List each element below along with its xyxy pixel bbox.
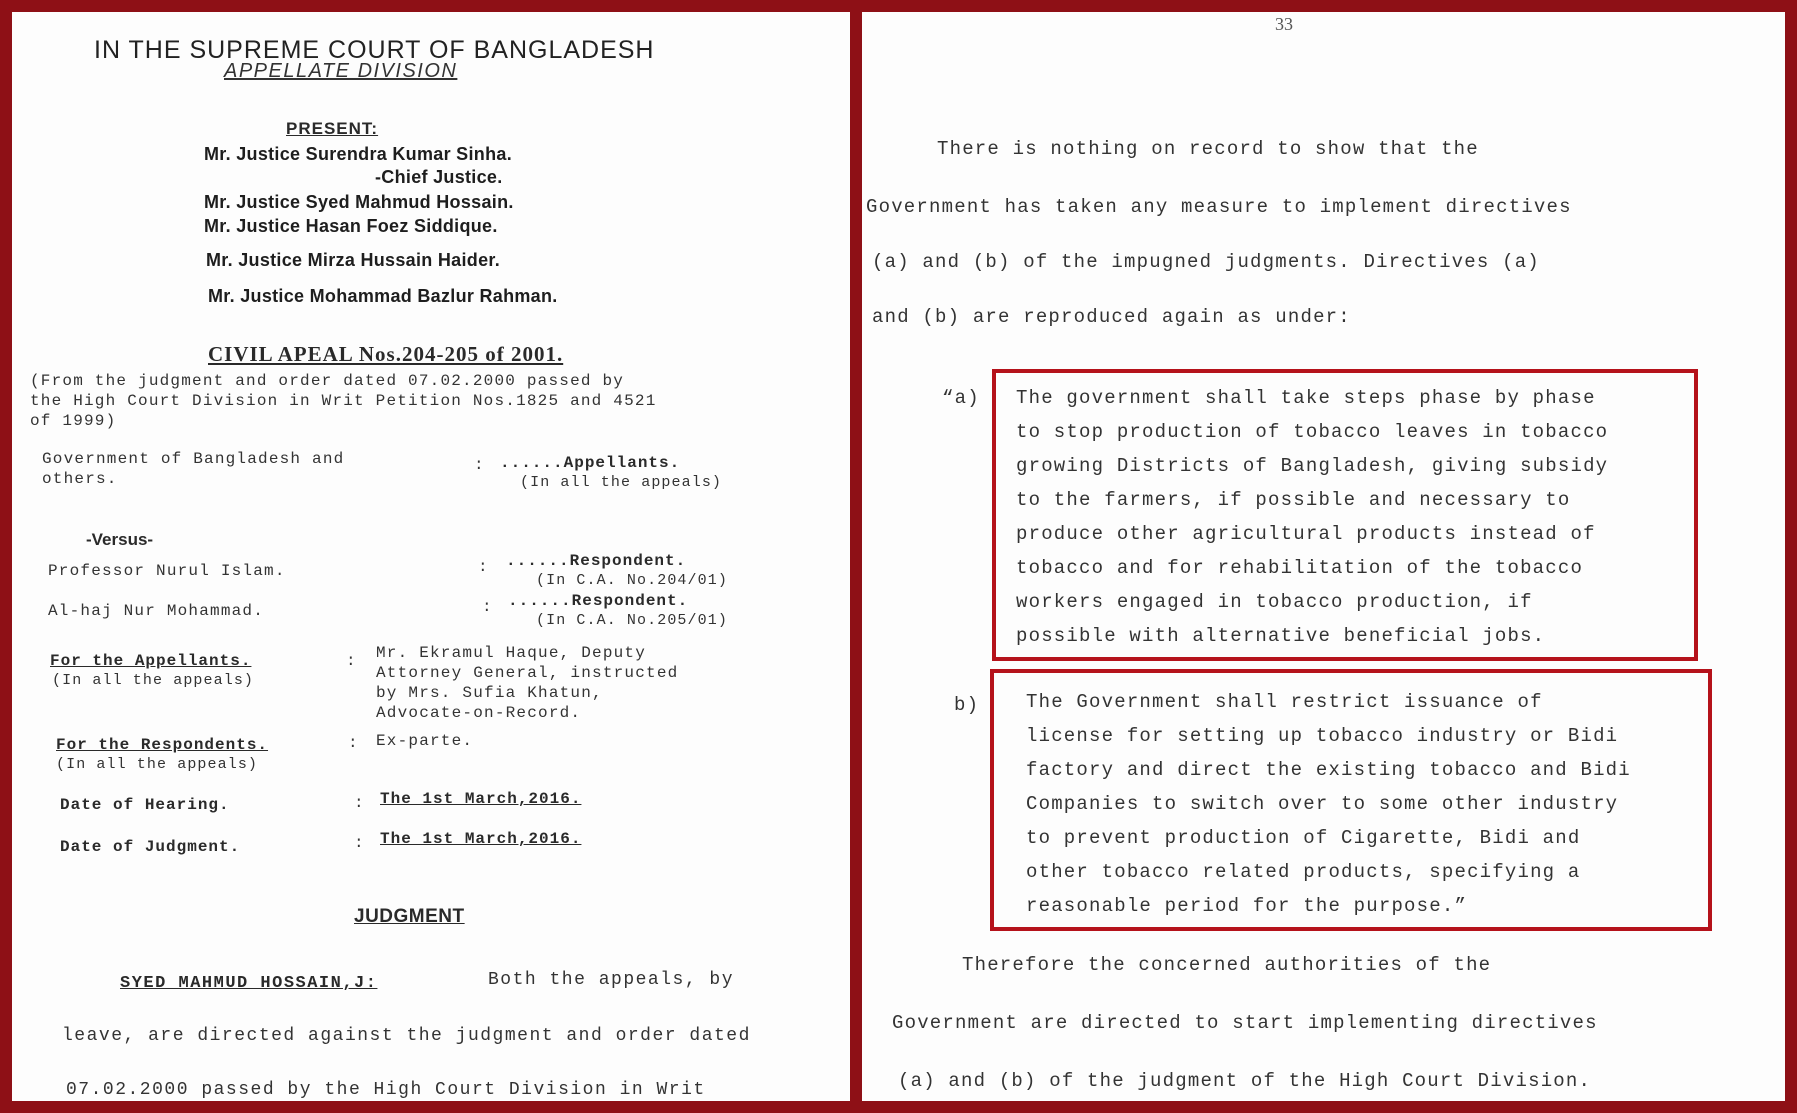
page-number: 33 [1275, 14, 1293, 34]
directive-a-line2: to stop production of tobacco leaves in tobacco [1016, 421, 1609, 443]
respondent1-label: ......Respondent. [506, 552, 687, 570]
directive-a-line4: to the farmers, if possible and necessary to [1016, 489, 1571, 511]
directive-a-line3: growing Districts of Bangladesh, giving subsidy [1016, 455, 1609, 477]
intro-line1 [937, 138, 1719, 160]
intro-line4: and (b) are reproduced again as under: [872, 306, 1351, 328]
body-line1-text: Both the appeals, by [488, 970, 735, 990]
respondent2-label: ......Respondent. [508, 592, 689, 610]
from-judgment-line1: (From the judgment and order dated 07.02.2000 passed by [30, 372, 625, 390]
directive-a-marker: “a) [942, 387, 980, 409]
justice-1-role: -Chief Justice. [375, 167, 503, 187]
respondent2-name: Al-haj Nur Mohammad. [48, 602, 265, 620]
from-judgment-line2: the High Court Division in Writ Petition Nos.1825 and 4521 [30, 392, 657, 410]
case-title: CIVIL APEAL Nos.204-205 of 2001. [208, 342, 564, 366]
for-respondents-label: For the Respondents. [56, 736, 269, 754]
justice-4: Mr. Justice Mirza Hussain Haider. [206, 250, 501, 270]
hearing-value: The 1st March,2016. [380, 790, 582, 808]
for-respondents-sub: (In all the appeals) [56, 756, 259, 773]
directive-b-line7: reasonable period for the purpose.” [1026, 895, 1468, 917]
appellant-party [42, 450, 402, 468]
right-page [862, 12, 1785, 1101]
for-appellants-value-3: by Mrs. Sufia Khatun, [376, 684, 603, 702]
judgment-heading: JUDGMENT [354, 906, 465, 927]
directive-b-line2: license for setting up tobacco industry or Bidi [1026, 725, 1619, 747]
directive-a-box [992, 369, 1698, 661]
conclusion-line2: Government are directed to start implementing directives [892, 1012, 1598, 1034]
directive-b-line1: The Government shall restrict issuance of [1026, 691, 1543, 713]
division-title: APPELLATE DIVISION [224, 60, 458, 82]
justice-3: Mr. Justice Hasan Foez Siddique. [204, 216, 498, 236]
present-label: PRESENT: [286, 119, 379, 138]
respondent1-sub: (In C.A. No.204/01) [536, 572, 728, 589]
intro-line1-text: There is nothing on record to show that the [937, 138, 1479, 160]
for-appellants-label: For the Appellants. [50, 652, 252, 670]
respondent2-colon: : [482, 598, 493, 616]
directive-a-line7: workers engaged in tobacco production, if [1016, 591, 1533, 613]
respondent1-name: Professor Nurul Islam. [48, 562, 286, 580]
left-page [12, 12, 850, 1101]
directive-b-marker: b) [954, 694, 980, 716]
directive-a-line1: The government shall take steps phase by phase [1016, 387, 1596, 409]
judgment-date-label: Date of Judgment. [60, 838, 241, 856]
directive-b-line4: Companies to switch over to some other industry [1026, 793, 1619, 815]
for-respondents-value: Ex-parte. [376, 732, 474, 750]
body-line2: leave, are directed against the judgment and order dated [62, 1026, 751, 1046]
appellants-label: ......Appellants. [500, 454, 681, 472]
appellants-colon: : [474, 456, 485, 474]
for-appellants-value-2: Attorney General, instructed [376, 664, 679, 682]
directive-b-line5: to prevent production of Cigarette, Bidi and [1026, 827, 1581, 849]
directive-a-line8: possible with alternative beneficial jobs. [1016, 625, 1546, 647]
conclusion-line3: (a) and (b) of the judgment of the High Court Division. [898, 1070, 1592, 1092]
justice-1: Mr. Justice Surendra Kumar Sinha. [204, 144, 512, 164]
justice-5: Mr. Justice Mohammad Bazlur Rahman. [208, 286, 558, 306]
court-title: IN THE SUPREME COURT OF BANGLADESH [94, 36, 655, 64]
conclusion-line1: Therefore the concerned authorities of the [962, 954, 1492, 976]
intro-line2: Government has taken any measure to implement directives [866, 196, 1572, 218]
directive-b-line6: other tobacco related products, specifying a [1026, 861, 1581, 883]
for-respondents-colon: : [348, 734, 359, 752]
respondent1-colon: : [478, 558, 489, 576]
hearing-label: Date of Hearing. [60, 796, 230, 814]
respondent2-sub: (In C.A. No.205/01) [536, 612, 728, 629]
directive-b-line3: factory and direct the existing tobacco and Bidi [1026, 759, 1631, 781]
directive-a-line5: produce other agricultural products instead of [1016, 523, 1596, 545]
from-judgment-line3: of 1999) [30, 412, 117, 430]
for-appellants-sub: (In all the appeals) [52, 672, 255, 689]
justice-2: Mr. Justice Syed Mahmud Hossain. [204, 192, 514, 212]
appellant-name-line1: Government of Bangladesh and [42, 450, 345, 468]
body-line3: 07.02.2000 passed by the High Court Division in Writ [66, 1080, 706, 1100]
for-appellants-colon: : [346, 652, 357, 670]
appellant-name-line2: others. [42, 470, 118, 488]
for-appellants-value-1: Mr. Ekramul Haque, Deputy [376, 644, 647, 662]
body-line1 [488, 970, 790, 990]
directive-a-line6: tobacco and for rehabilitation of the tobacco [1016, 557, 1584, 579]
judgment-author: SYED MAHMUD HOSSAIN,J: [120, 974, 378, 993]
versus: -Versus- [86, 530, 154, 549]
hearing-colon: : [354, 794, 365, 812]
appellants-sub: (In all the appeals) [520, 474, 723, 491]
intro-line3: (a) and (b) of the impugned judgments. Directives (a) [872, 251, 1540, 273]
judgment-date-colon: : [354, 834, 365, 852]
judgment-date-value: The 1st March,2016. [380, 830, 582, 848]
for-appellants-value-4: Advocate-on-Record. [376, 704, 582, 722]
